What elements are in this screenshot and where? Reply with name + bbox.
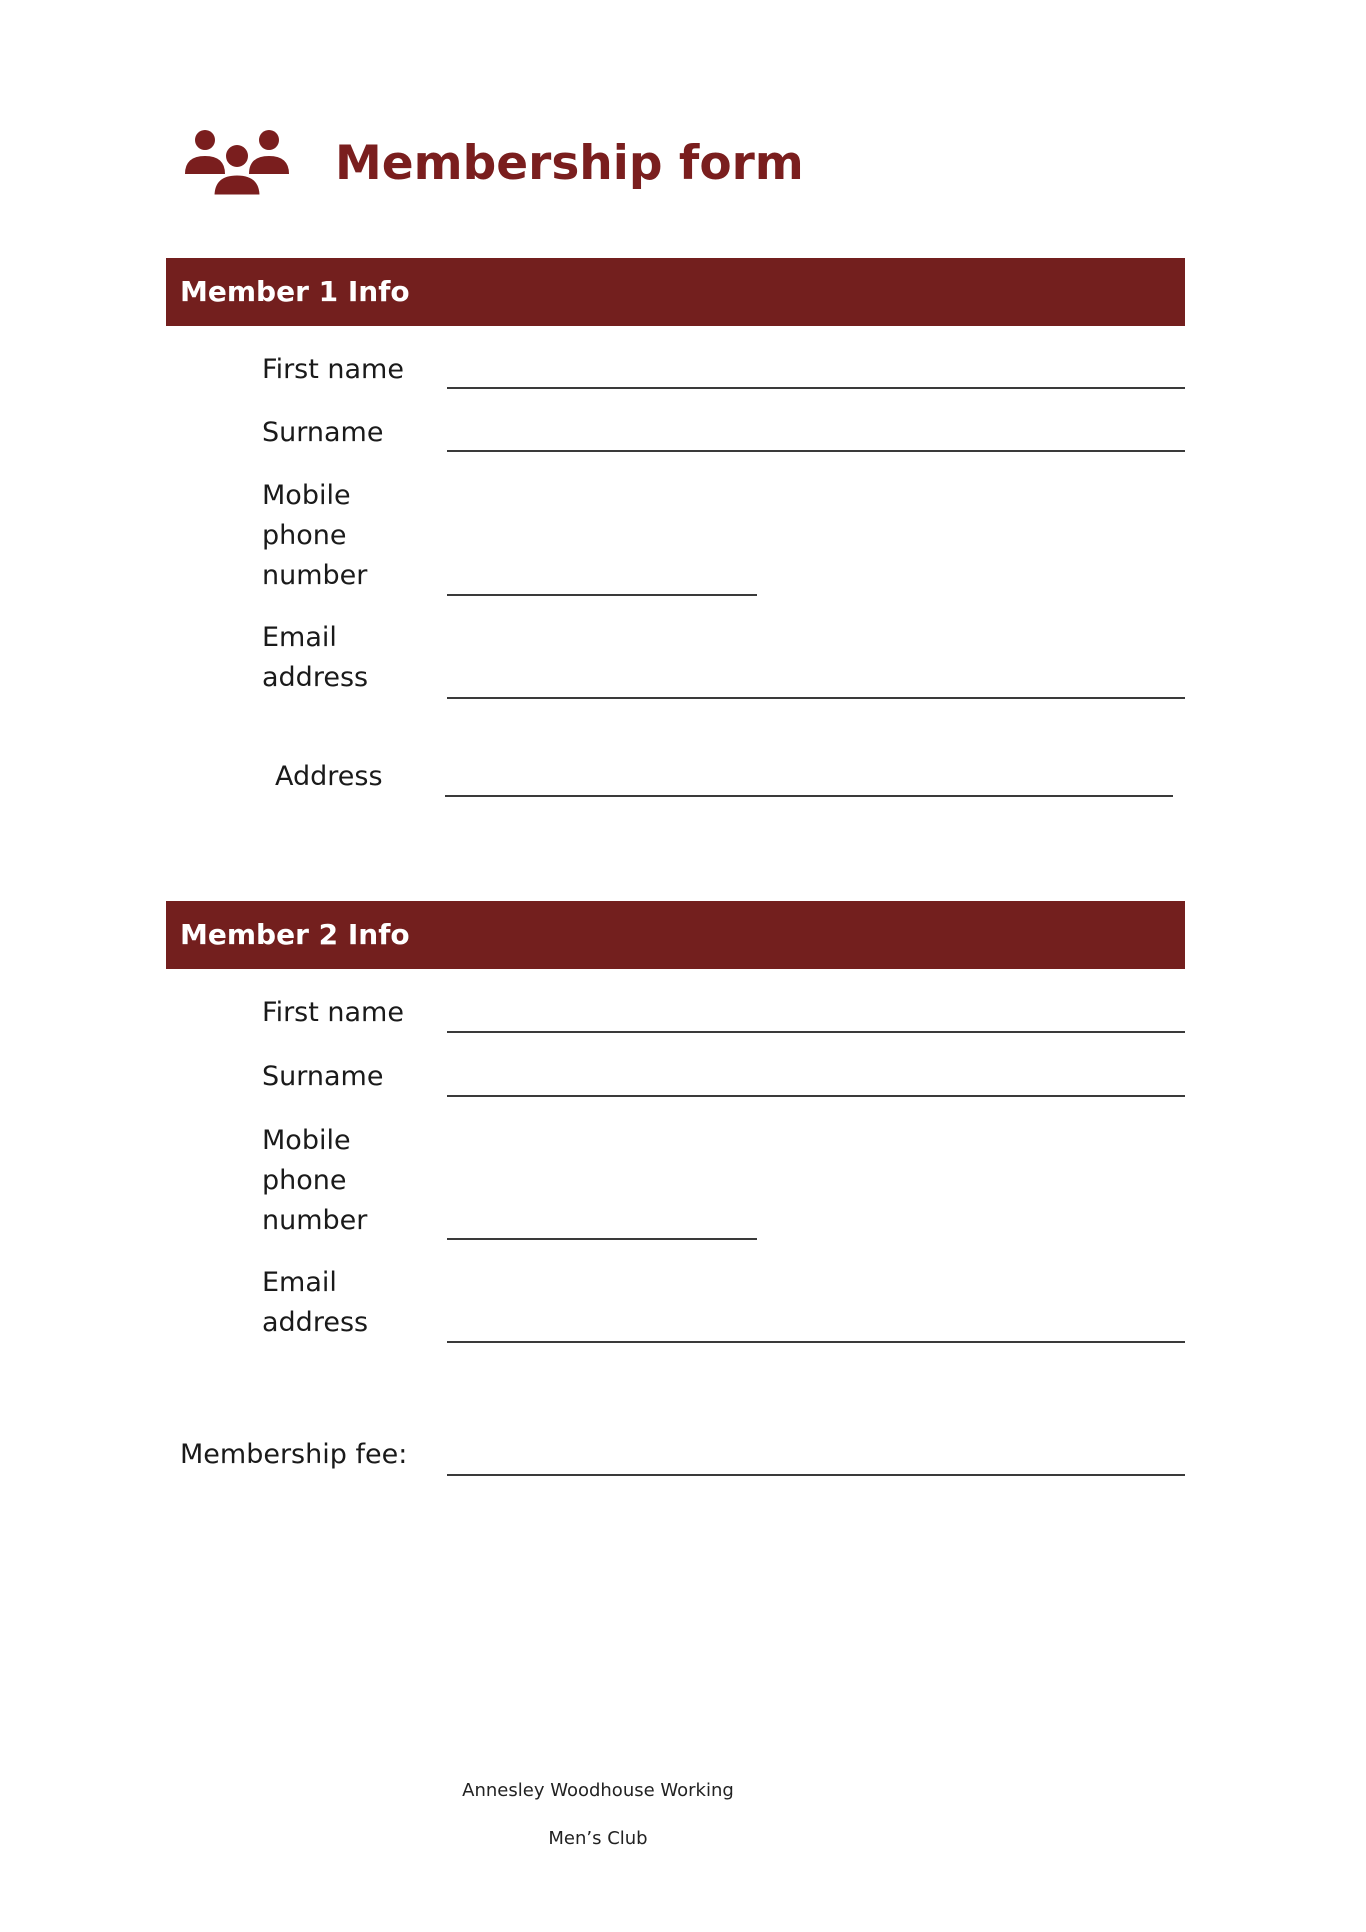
member-2-first-name-label: First name — [262, 997, 404, 1028]
member-2-first-name-field[interactable] — [447, 1031, 1185, 1033]
member-2-email-field[interactable] — [447, 1341, 1185, 1343]
member-1-address-field[interactable] — [445, 795, 1173, 797]
page-title: Membership form — [335, 136, 804, 191]
member-2-heading: Member 2 Info — [166, 901, 1185, 969]
member-2-surname-label: Surname — [262, 1061, 384, 1092]
footer-club-name-line2: Men’s Club — [548, 1828, 648, 1849]
member-2-surname-field[interactable] — [447, 1095, 1185, 1097]
membership-fee-label: Membership fee: — [180, 1439, 408, 1470]
people-group-icon — [183, 128, 291, 200]
member-1-surname-field[interactable] — [447, 450, 1185, 452]
member-1-mobile-label: Mobile phone number — [262, 480, 368, 591]
membership-fee-field[interactable] — [447, 1474, 1185, 1476]
member-1-email-label: Email address — [262, 622, 369, 693]
member-2-email-label: Email address — [262, 1267, 369, 1338]
member-2-mobile-field[interactable] — [447, 1238, 757, 1240]
footer-club-name-line1: Annesley Woodhouse Working — [462, 1780, 734, 1801]
member-1-mobile-field[interactable] — [447, 594, 757, 596]
member-1-address-label: Address — [275, 761, 383, 792]
member-1-surname-label: Surname — [262, 417, 384, 448]
member-1-email-field[interactable] — [447, 697, 1185, 699]
member-1-heading: Member 1 Info — [166, 258, 1185, 326]
member-1-first-name-field[interactable] — [447, 387, 1185, 389]
member-1-first-name-label: First name — [262, 354, 404, 385]
member-2-mobile-label: Mobile phone number — [262, 1125, 368, 1236]
